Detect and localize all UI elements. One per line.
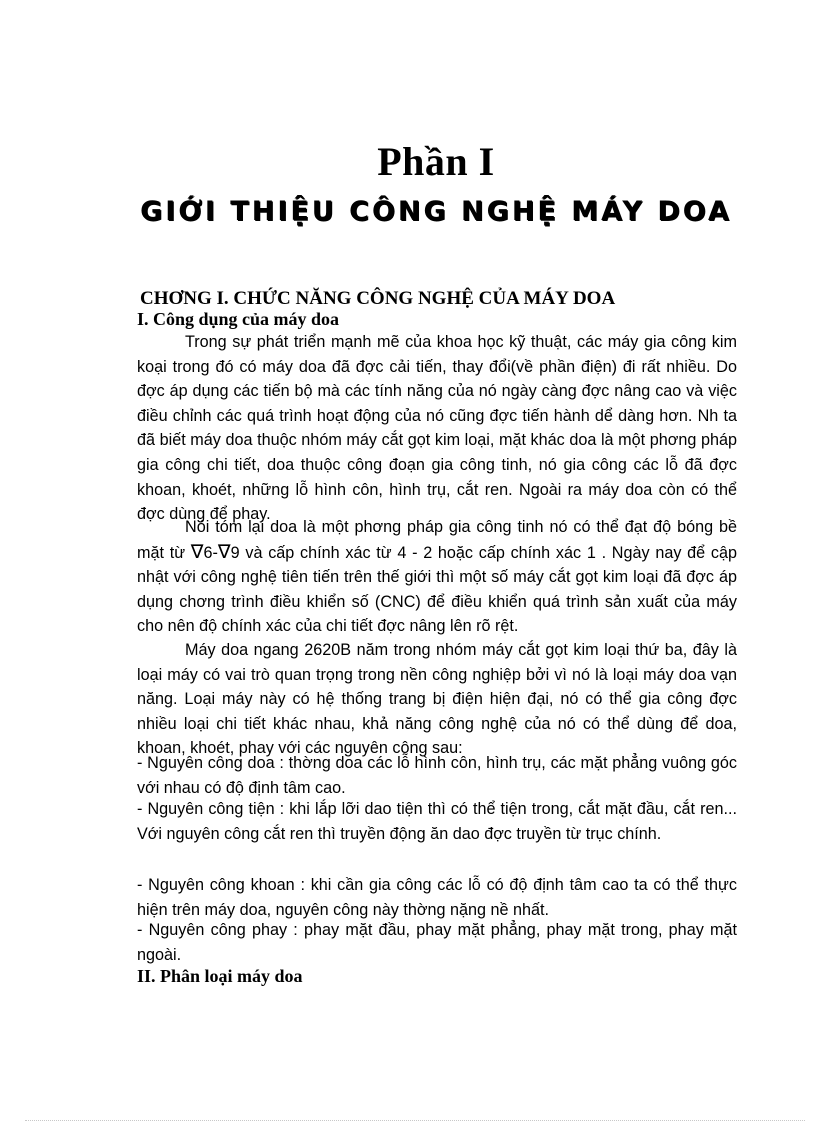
list-item-boring: - Nguyên công doa : thờng doa các lỗ hình côn, hình trụ, các mặt phẳng vuông góc với nhau có độ định tâm cao. bbox=[137, 754, 737, 797]
part-title: Phần I bbox=[377, 139, 495, 184]
paragraph-intro: Trong sự phát triển mạnh mẽ của khoa học kỹ thuật, các máy gia công kim koại trong đó có máy doa đã đợc cải tiến, thay đổi(về phần điện) đi rất nhiều. Do đợc áp dụng các tiến bộ mà các tính năng của nó ngày càng đợc nâng cao và việc điều chỉnh các quá trình hoạt động của nó cũng đợc tiến hành dể dàng hơn. Nh ta đã biết máy doa thuộc nhóm máy cắt gọt kim loại, mặt khác doa là một phơng pháp gia công chi tiết, doa thuộc công đoạn gia công tinh, nó gia công các lỗ đã đợc khoan, khoét, những lỗ hình côn, hình trụ, cắt ren. Ngoài ra máy doa còn có thể đợc dùng để phay. bbox=[137, 333, 737, 524]
document-subtitle: GIỚI THIỆU CÔNG NGHỆ MÁY DOA bbox=[140, 196, 732, 227]
nabla-symbol: ∇ bbox=[217, 540, 231, 563]
list-item-milling: - Nguyên công phay : phay mặt đầu, phay mặt phẳng, phay mặt trong, phay mặt ngoài. bbox=[137, 921, 737, 964]
section-heading-usage: I. Công dụng của máy doa bbox=[137, 309, 340, 329]
nabla-symbol: ∇ bbox=[190, 540, 204, 563]
paragraph-finishing bbox=[137, 515, 737, 639]
chapter-heading: CHƠNG I. CHỨC NĂNG CÔNG NGHỆ CỦA MÁY DOA bbox=[140, 288, 616, 309]
list-item-turning: - Nguyên công tiện : khi lắp lỡi dao tiện thì có thể tiện trong, cắt mặt đầu, cắt ren... Với nguyên công cắt ren thì truyền động ăn dao đợc truyền từ trục chính. bbox=[137, 800, 737, 843]
roughness-from: 6- bbox=[203, 543, 218, 562]
paragraph-finishing-text-a: Nói tóm lại doa là một phơng pháp gia công tinh nó có thể đạt độ bóng bề mặt từ bbox=[137, 518, 737, 562]
list-item-drilling: - Nguyên công khoan : khi cần gia công các lỗ có độ định tâm cao ta có thể thực hiện trên máy doa, nguyên công này thờng nặng nề nhất. bbox=[137, 876, 737, 919]
footer-divider bbox=[25, 1120, 805, 1121]
paragraph-machine-2620b: Máy doa ngang 2620B năm trong nhóm máy cắt gọt kim loại thứ ba, đây là loại máy có vai trò quan trọng trong nền công nghiệp bởi vì nó là loại máy doa vạn năng. Loại máy này có hệ thống trang bị điện hiện đại, nó có thể gia công đợc nhiều loại chi tiết khác nhau, khả năng công nghệ của nó có thể dùng để doa, khoan, khoét, phay với các nguyên công sau: bbox=[137, 641, 737, 758]
paragraph-finishing-text-b: và cấp chính xác từ 4 - 2 hoặc cấp chính xác 1 . Ngày nay để cập nhật với công nghệ tiên tiến trên thế giới thì một số máy cắt gọt kim loại đã đợc áp dụng chơng trình điều khiển số (CNC) để điều khiển quá trình sản xuất của máy cho nên độ chính xác của chi tiết đợc nâng lên rõ rệt. bbox=[137, 543, 737, 636]
roughness-to: 9 bbox=[230, 543, 240, 562]
section-heading-classification: II. Phân loại máy doa bbox=[137, 966, 303, 986]
